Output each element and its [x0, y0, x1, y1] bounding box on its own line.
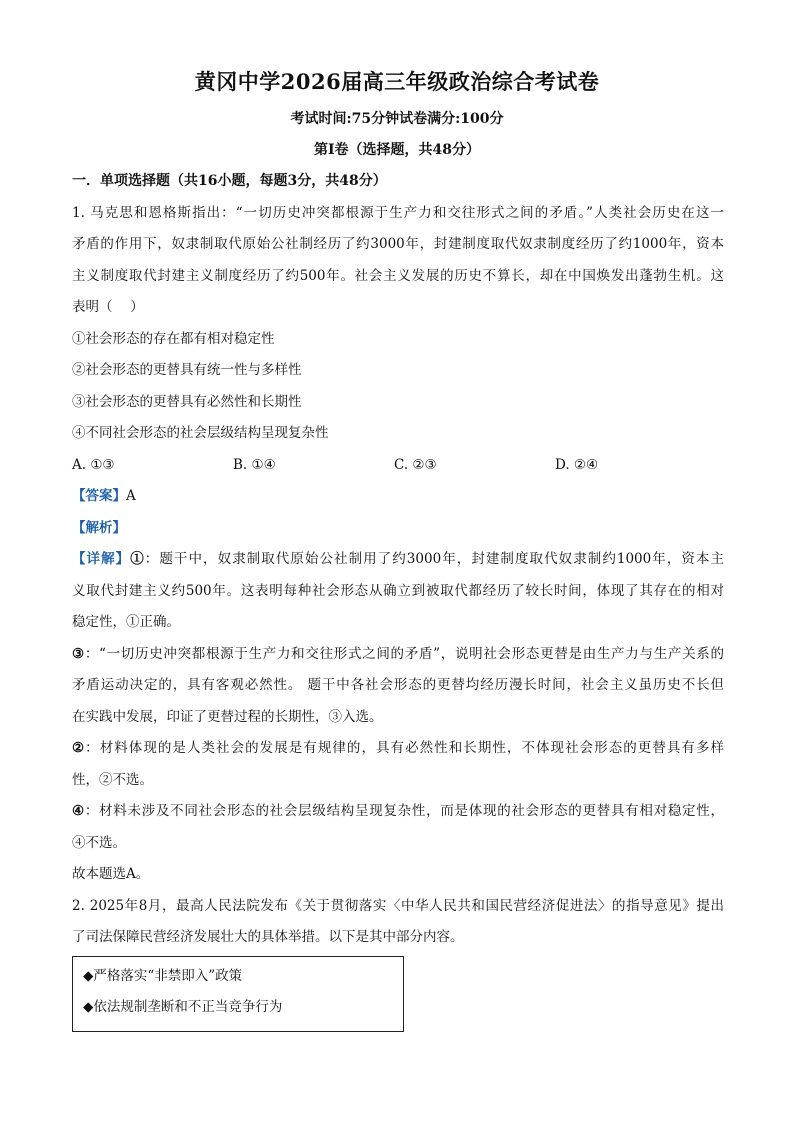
answer-value: A: [126, 488, 136, 504]
q1-option-a: A. ①③: [72, 456, 115, 473]
detail-text: ：材料体现的是人类社会的发展是有规律的，具有必然性和长期性，不体现社会形态的更替具有多样: [85, 740, 724, 756]
q1-option-c: C. ②③: [394, 456, 437, 473]
detail-line: [72, 796, 724, 828]
detail-line: [72, 639, 724, 671]
detail-line: 性，②不选。: [72, 771, 153, 788]
detail-text: ：“一切历史冲突都根源于生产力和交往形式之间的矛盾”，说明社会形态更替是由生产力与生产关系的: [84, 645, 724, 662]
q2-stem-line: 2. 2025年8月，最高人民法院发布《关于贯彻落实〈中华人民共和国民营经济促进法〉的指导意见》提出: [72, 897, 724, 914]
detail-mark: ③: [72, 645, 85, 662]
detail-line: 在实践中发展，印证了更替过程的长期性，③入选。: [72, 708, 383, 725]
detail-line: ④不选。: [72, 834, 126, 851]
q2-stem-line: 了司法保障民营经济发展壮大的具体举措。以下是其中部分内容。: [72, 929, 464, 945]
volume-heading: 第Ⅰ卷（选择题，共48分）: [313, 142, 481, 158]
q1-stem-line: 1. 马克思和恩格斯指出：“一切历史冲突都根源于生产力和交往形式之间的矛盾。”人类社会历史在这一: [72, 204, 724, 221]
q1-stem-line: 矛盾的作用下，奴隶制取代原始公社制经历了约3000年，封建制度取代奴隶制度经历了约1000年，资本: [72, 236, 724, 252]
q1-stem-line: 主义制度取代封建主义制度经历了约500年。社会主义发展的历史不算长，却在中国焕发出蓬勃生机。这: [72, 267, 724, 284]
q1-conclusion: 故本题选A。: [72, 866, 150, 882]
detail-mark: ①: [130, 551, 145, 567]
q1-statement: ③社会形态的更替具有必然性和长期性: [72, 393, 302, 410]
q1-analysis: [72, 513, 724, 545]
answer-label: 【答案】: [72, 488, 126, 504]
detail-mark: ④: [72, 803, 85, 819]
question-1: [72, 198, 724, 891]
detail-text: ：材料未涉及不同社会形态的社会层级结构呈现复杂性，而是体现的社会形态的更替具有相对稳定性，: [84, 803, 724, 819]
detail-line: [72, 733, 724, 765]
q1-stem-line: 表明（ ）: [72, 299, 144, 315]
q2-content-box: [72, 956, 404, 1032]
q1-option-d: D. ②④: [555, 456, 599, 473]
q1-statement: ②社会形态的更替具有统一性与多样性: [72, 362, 302, 378]
q2-box-item: ◆严格落实“非禁即入”政策: [83, 967, 243, 984]
q1-options: [72, 450, 724, 482]
q1-option-b: B. ①④: [233, 456, 276, 473]
q1-statement: ①社会形态的存在都有相对稳定性: [72, 330, 275, 347]
section-heading: 一．单项选择题（共16小题，每题3分，共48分）: [72, 173, 387, 189]
exam-info: 考试时间:75分钟试卷满分:100分: [290, 111, 504, 127]
exam-content: [72, 166, 724, 1032]
detail-text: ：题干中，奴隶制取代原始公社制用了约3000年，封建制度取代奴隶制约1000年，资本主: [144, 551, 724, 567]
detail-line: 矛盾运动决定的，具有客观必然性。 题干中各社会形态的更替均经历漫长时间，社会主义虽历史不长但: [72, 677, 724, 693]
page-title: 黄冈中学2026届高三年级政治综合考试卷: [194, 69, 600, 94]
question-2: [72, 891, 724, 1032]
detail-line: [72, 544, 724, 576]
detail-line: 义取代封建主义约500年。这表明每种社会形态从确立到被取代都经历了较长时间，体现了其存在的相对: [72, 582, 724, 599]
detail-line: 稳定性，①正确。: [72, 614, 180, 630]
q2-box-item: ◆依法规制垄断和不正当竞争行为: [83, 998, 283, 1015]
detail-label: 【详解】: [72, 551, 131, 567]
q1-statement: ④不同社会形态的社会层级结构呈现复杂性: [72, 425, 329, 441]
detail-mark: ②: [72, 740, 86, 756]
q1-answer: [72, 481, 724, 513]
analysis-label: 【解析】: [72, 519, 126, 536]
